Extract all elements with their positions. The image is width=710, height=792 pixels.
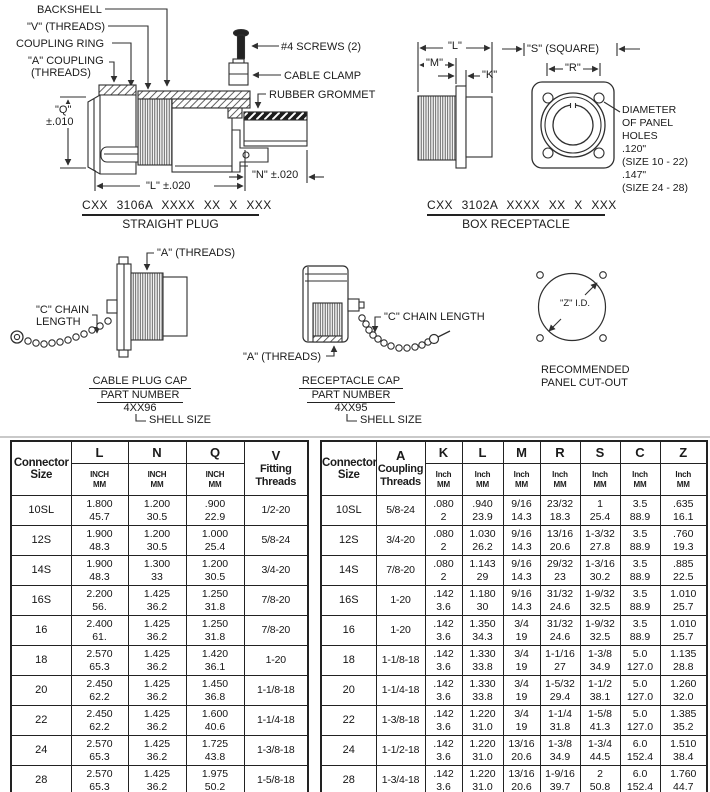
c-chain-label-2: LENGTH — [36, 316, 81, 328]
table-cell: 1-5/8 41.3 — [580, 706, 620, 736]
table-cell: 1-1/4-18 — [376, 676, 425, 706]
table-cell: 1.000 25.4 — [186, 526, 244, 556]
table-cell: 1.760 44.7 — [660, 766, 707, 792]
table-cell: .080 2 — [425, 526, 462, 556]
straight-plug-caption: STRAIGHT PLUG — [122, 217, 219, 231]
flange-r-label: "R" — [565, 62, 581, 74]
header-line: Threads — [255, 475, 297, 488]
table-cell: 1-5/8-18 — [244, 766, 308, 792]
table-cell: 1.250 31.8 — [186, 586, 244, 616]
header-L: L — [462, 441, 503, 464]
table-cell: 1/2-20 — [244, 496, 308, 526]
table-cell: .142 3.6 — [425, 766, 462, 792]
table-cell: 3.5 88.9 — [620, 496, 660, 526]
table-cell: 1-9/32 32.5 — [580, 586, 620, 616]
table-cell: 9/16 14.3 — [503, 496, 540, 526]
table-cell: 1-3/8-18 — [376, 706, 425, 736]
table-cell: 7/8-20 — [376, 556, 425, 586]
table-cell: 18 — [11, 646, 71, 676]
table-cell: 1.010 25.7 — [660, 586, 707, 616]
table-cell: 1-1/2 38.1 — [580, 676, 620, 706]
header-line: Coupling — [377, 463, 424, 475]
table-cell: .142 3.6 — [425, 616, 462, 646]
box-receptacle-part-number: CXX 3102A XXXX XX X XXX — [427, 198, 605, 216]
table-cell: 16 — [321, 616, 376, 646]
table-cell: 10SL — [321, 496, 376, 526]
screws-label: #4 SCREWS (2) — [281, 41, 362, 53]
table-cell: 1-3/8-18 — [244, 736, 308, 766]
table-cell: 3.5 88.9 — [620, 586, 660, 616]
table-cell: 31/32 24.6 — [540, 616, 580, 646]
unit-line: Inch — [513, 470, 530, 479]
table-cell: 1.385 35.2 — [660, 706, 707, 736]
table-cell: 2.570 65.3 — [71, 646, 128, 676]
unit-line: MM — [553, 479, 567, 489]
table-cell: 1.260 32.0 — [660, 676, 707, 706]
unit-line: Inch — [632, 470, 648, 479]
table-cell: 1.143 29 — [462, 556, 503, 586]
q-tolerance-label: ±.010 — [46, 116, 74, 128]
table-cell: 2.450 62.2 — [71, 706, 128, 736]
table-cell: 1-20 — [376, 586, 425, 616]
table-cell: 12S — [11, 526, 71, 556]
receptacle-cap-shell-size: SHELL SIZE — [360, 414, 422, 426]
table-cell: .760 19.3 — [660, 526, 707, 556]
table-row — [11, 496, 308, 526]
table-cell: 14S — [321, 556, 376, 586]
table-cell: .635 16.1 — [660, 496, 707, 526]
unit-line: MM — [208, 479, 222, 489]
header-line: Connector — [322, 456, 377, 469]
table-cell: 1.330 33.8 — [462, 646, 503, 676]
header-units — [425, 464, 462, 496]
table-row — [11, 766, 308, 792]
table-cell: .940 23.9 — [462, 496, 503, 526]
header-R: R — [540, 441, 580, 464]
table-cell: 1-3/8 34.9 — [580, 646, 620, 676]
screw-icon — [234, 30, 249, 61]
cable-plug-cap-pn-label: PART NUMBER — [97, 389, 183, 403]
table-row — [11, 736, 308, 766]
table-cell: 16 — [11, 616, 71, 646]
unit-line: MM — [593, 479, 607, 489]
table-cell: 13/16 20.6 — [540, 526, 580, 556]
z-id-label: "Z" I.D. — [560, 298, 590, 309]
table-row — [321, 676, 707, 706]
table-cell: 18 — [321, 646, 376, 676]
plug-dimensions-table — [10, 440, 309, 792]
table-row — [11, 676, 308, 706]
note-line: .120" — [622, 143, 647, 155]
table-cell: 1-20 — [376, 616, 425, 646]
note-line: DIAMETER — [622, 104, 677, 116]
v-threads-label: "V" (THREADS) — [27, 21, 106, 33]
table-cell: 3/4 19 — [503, 646, 540, 676]
panel-cutout-caption: RECOMMENDED — [541, 364, 630, 376]
table-cell: 2.570 65.3 — [71, 766, 128, 792]
table-cell: .080 2 — [425, 556, 462, 586]
table-cell: .080 2 — [425, 496, 462, 526]
table-cell: 1.220 31.0 — [462, 766, 503, 792]
table-cell: .142 3.6 — [425, 586, 462, 616]
table-cell: 2.400 61. — [71, 616, 128, 646]
table-cell: 1.135 28.8 — [660, 646, 707, 676]
table-cell: 1-3/4-18 — [376, 766, 425, 792]
header-C: C — [620, 441, 660, 464]
header-units — [71, 464, 128, 496]
header-connector-size — [321, 441, 376, 496]
header-line: Size — [30, 468, 53, 481]
table-cell: 1.900 48.3 — [71, 556, 128, 586]
header-units — [580, 464, 620, 496]
unit-line: Inch — [592, 470, 608, 479]
header-a-coupling-threads — [376, 441, 425, 496]
table-cell: 1.725 43.8 — [186, 736, 244, 766]
table-cell: 14S — [11, 556, 71, 586]
table-cell: 1.450 36.8 — [186, 676, 244, 706]
panel-cutout-caption-2: PANEL CUT-OUT — [541, 377, 628, 389]
cable-clamp-icon — [229, 59, 248, 85]
unit-line: MM — [633, 479, 647, 489]
table-row — [321, 706, 707, 736]
table-row — [321, 526, 707, 556]
table-cell: 22 — [321, 706, 376, 736]
unit-line: INCH — [147, 470, 167, 479]
table-cell: 1.425 36.2 — [128, 706, 186, 736]
table-cell: 1-3/16 30.2 — [580, 556, 620, 586]
table-cell: 6.0 152.4 — [620, 736, 660, 766]
cable-plug-cap-part-number: 4XX96 — [123, 402, 157, 414]
table-cell: 1.800 45.7 — [71, 496, 128, 526]
table-cell: 3/4 19 — [503, 616, 540, 646]
header-K: K — [425, 441, 462, 464]
table-cell: 1.180 30 — [462, 586, 503, 616]
table-cell: 1-1/2-18 — [376, 736, 425, 766]
table-cell: 2.200 56. — [71, 586, 128, 616]
header-v-fitting-threads — [244, 441, 308, 496]
table-cell: 23/32 18.3 — [540, 496, 580, 526]
cable-plug-cap-title: CABLE PLUG CAP — [89, 375, 191, 389]
table-row — [11, 706, 308, 736]
receptacle-cap-c-chain-label: "C" CHAIN LENGTH — [384, 311, 485, 323]
table-row — [11, 556, 308, 586]
header-line: Fitting — [260, 463, 292, 475]
table-cell: 1.425 36.2 — [128, 646, 186, 676]
table-cell: 24 — [11, 736, 71, 766]
backshell-label: BACKSHELL — [37, 4, 102, 16]
table-cell: 13/16 20.6 — [503, 736, 540, 766]
header-units — [540, 464, 580, 496]
receptacle-cap-title: RECEPTACLE CAP — [299, 375, 403, 389]
table-cell: 1.425 36.2 — [128, 736, 186, 766]
header-Q: Q — [186, 441, 244, 464]
table-cell: 3/4-20 — [244, 556, 308, 586]
table-cell: 3/4-20 — [376, 526, 425, 556]
table-row — [321, 556, 707, 586]
header-units — [186, 464, 244, 496]
q-dimension-label: "Q" — [55, 104, 72, 116]
table-cell: 1-1/8-18 — [376, 646, 425, 676]
a-coupling-label: "A" COUPLING — [28, 55, 104, 67]
receptacle-cap-pn-label: PART NUMBER — [307, 389, 395, 403]
table-cell: .900 22.9 — [186, 496, 244, 526]
table-cell: 1-5/32 29.4 — [540, 676, 580, 706]
header-units — [462, 464, 503, 496]
table-cell: 28 — [321, 766, 376, 792]
table-row — [321, 646, 707, 676]
table-cell: 31/32 24.6 — [540, 586, 580, 616]
table-cell: 1-20 — [244, 646, 308, 676]
rubber-grommet-label: RUBBER GROMMET — [269, 89, 376, 101]
table-cell: 29/32 23 — [540, 556, 580, 586]
table-row — [11, 616, 308, 646]
table-cell: 3/4 19 — [503, 676, 540, 706]
table-cell: 1.250 31.8 — [186, 616, 244, 646]
header-units — [128, 464, 186, 496]
straight-plug-part-number: CXX 3106A XXXX XX X XXX — [82, 198, 259, 216]
header-line: V — [271, 448, 280, 463]
table-row — [11, 646, 308, 676]
table-cell: 1.200 30.5 — [128, 526, 186, 556]
l-dimension-label: "L" ±.020 — [146, 180, 191, 192]
c-chain-label: "C" CHAIN — [36, 304, 90, 316]
table-cell: 1.350 34.3 — [462, 616, 503, 646]
header-L: L — [71, 441, 128, 464]
unit-line: Inch — [474, 470, 491, 479]
table-cell: 20 — [11, 676, 71, 706]
unit-line: MM — [515, 479, 528, 489]
table-cell: 1.200 30.5 — [128, 496, 186, 526]
table-cell: 22 — [11, 706, 71, 736]
table-cell: 1.300 33 — [128, 556, 186, 586]
table-cell: 16S — [321, 586, 376, 616]
header-N: N — [128, 441, 186, 464]
table-cell: 1-3/4 44.5 — [580, 736, 620, 766]
table-cell: 9/16 14.3 — [503, 556, 540, 586]
table-cell: .885 22.5 — [660, 556, 707, 586]
table-cell: .142 3.6 — [425, 706, 462, 736]
table-cell: 1.425 36.2 — [128, 676, 186, 706]
table-row — [321, 586, 707, 616]
table-cell: 1-1/4-18 — [244, 706, 308, 736]
header-connector-size — [11, 441, 71, 496]
cable-clamp-label: CABLE CLAMP — [284, 70, 362, 82]
table-cell: 1-1/4 31.8 — [540, 706, 580, 736]
coupling-ring-label: COUPLING RING — [16, 38, 105, 50]
header-Z: Z — [660, 441, 707, 464]
table-cell: 3.5 88.9 — [620, 616, 660, 646]
table-cell: 1.425 36.2 — [128, 616, 186, 646]
table-cell: 9/16 14.3 — [503, 586, 540, 616]
table-cell: 7/8-20 — [244, 616, 308, 646]
header-line: Threads — [380, 475, 421, 488]
box-receptacle-caption: BOX RECEPTACLE — [462, 217, 570, 231]
table-cell: 10SL — [11, 496, 71, 526]
table-cell: 1.200 30.5 — [186, 556, 244, 586]
header-units — [620, 464, 660, 496]
header-line: Size — [337, 468, 360, 481]
table-cell: 6.0 152.4 — [620, 766, 660, 792]
note-line: (SIZE 24 - 28) — [622, 182, 688, 194]
table-cell: 5/8-24 — [376, 496, 425, 526]
note-line: .147" — [622, 169, 647, 181]
table-row — [321, 496, 707, 526]
header-units — [503, 464, 540, 496]
table-cell: 5/8-24 — [244, 526, 308, 556]
table-cell: 12S — [321, 526, 376, 556]
table-cell: 1.420 36.1 — [186, 646, 244, 676]
table-cell: 1.975 50.2 — [186, 766, 244, 792]
receptacle-cap-a-threads-label: "A" (THREADS) — [243, 351, 322, 363]
a-coupling-label-2: (THREADS) — [31, 67, 91, 79]
table-cell: 28 — [11, 766, 71, 792]
table-cell: 5.0 127.0 — [620, 646, 660, 676]
receptacle-dimensions-table — [320, 440, 708, 792]
header-M: M — [503, 441, 540, 464]
header-line: A — [395, 448, 406, 463]
receptacle-m-label: "M" — [426, 57, 443, 69]
table-cell: 1-9/32 32.5 — [580, 616, 620, 646]
table-row — [321, 736, 707, 766]
table-cell: 9/16 14.3 — [503, 526, 540, 556]
unit-line: MM — [93, 479, 106, 489]
table-cell: 2.570 65.3 — [71, 736, 128, 766]
table-cell: 1.900 48.3 — [71, 526, 128, 556]
table-cell: 1.010 25.7 — [660, 616, 707, 646]
receptacle-k-label: "K" — [482, 69, 498, 81]
table-cell: 1-3/32 27.8 — [580, 526, 620, 556]
table-cell: 7/8-20 — [244, 586, 308, 616]
table-cell: 1-3/8 34.9 — [540, 736, 580, 766]
table-cell: 1.425 36.2 — [128, 766, 186, 792]
table-row — [321, 766, 707, 792]
table-cell: 1.220 31.0 — [462, 706, 503, 736]
table-row — [321, 616, 707, 646]
table-cell: 1-1/8-18 — [244, 676, 308, 706]
unit-line: INCH — [90, 470, 109, 479]
table-cell: 20 — [321, 676, 376, 706]
unit-line: MM — [437, 479, 450, 489]
table-cell: 1.330 33.8 — [462, 676, 503, 706]
table-row — [11, 586, 308, 616]
receptacle-cap-part-number: 4XX95 — [334, 402, 368, 414]
cable-plug-cap-shell-size: SHELL SIZE — [149, 414, 211, 426]
unit-line: MM — [676, 479, 690, 489]
note-line: OF PANEL — [622, 117, 674, 129]
table-cell: 5.0 127.0 — [620, 706, 660, 736]
table-cell: .142 3.6 — [425, 646, 462, 676]
plug-cap-a-threads-label: "A" (THREADS) — [157, 247, 236, 259]
table-cell: 3.5 88.9 — [620, 526, 660, 556]
table-cell: 3/4 19 — [503, 706, 540, 736]
table-cell: 24 — [321, 736, 376, 766]
n-dimension-label: "N" ±.020 — [252, 169, 299, 181]
table-cell: 5.0 127.0 — [620, 676, 660, 706]
unit-line: MM — [476, 479, 489, 489]
table-cell: 1.220 31.0 — [462, 736, 503, 766]
table-cell: 1.600 40.6 — [186, 706, 244, 736]
receptacle-l-label: "L" — [448, 40, 462, 52]
unit-line: INCH — [205, 470, 225, 479]
table-cell: 2.450 62.2 — [71, 676, 128, 706]
table-cell: 3.5 88.9 — [620, 556, 660, 586]
unit-line: Inch — [435, 470, 452, 479]
unit-line: Inch — [552, 470, 568, 479]
unit-line: Inch — [675, 470, 692, 479]
header-S: S — [580, 441, 620, 464]
table-cell: 1.030 26.2 — [462, 526, 503, 556]
table-cell: 1-1/16 27 — [540, 646, 580, 676]
table-cell: 1.425 36.2 — [128, 586, 186, 616]
table-cell: 1 25.4 — [580, 496, 620, 526]
header-units — [660, 464, 707, 496]
table-cell: .142 3.6 — [425, 736, 462, 766]
table-cell: .142 3.6 — [425, 676, 462, 706]
table-row — [11, 526, 308, 556]
table-cell: 13/16 20.6 — [503, 766, 540, 792]
table-cell: 1.510 38.4 — [660, 736, 707, 766]
note-line: (SIZE 10 - 22) — [622, 156, 688, 168]
panel-holes-note — [622, 104, 688, 195]
header-line: Connector — [13, 456, 69, 469]
table-cell: 1-9/16 39.7 — [540, 766, 580, 792]
flange-s-label: "S" (SQUARE) — [527, 43, 599, 55]
table-cell: 2 50.8 — [580, 766, 620, 792]
note-line: HOLES — [622, 130, 658, 142]
unit-line: MM — [150, 479, 164, 489]
section-divider — [0, 436, 710, 438]
table-cell: 16S — [11, 586, 71, 616]
